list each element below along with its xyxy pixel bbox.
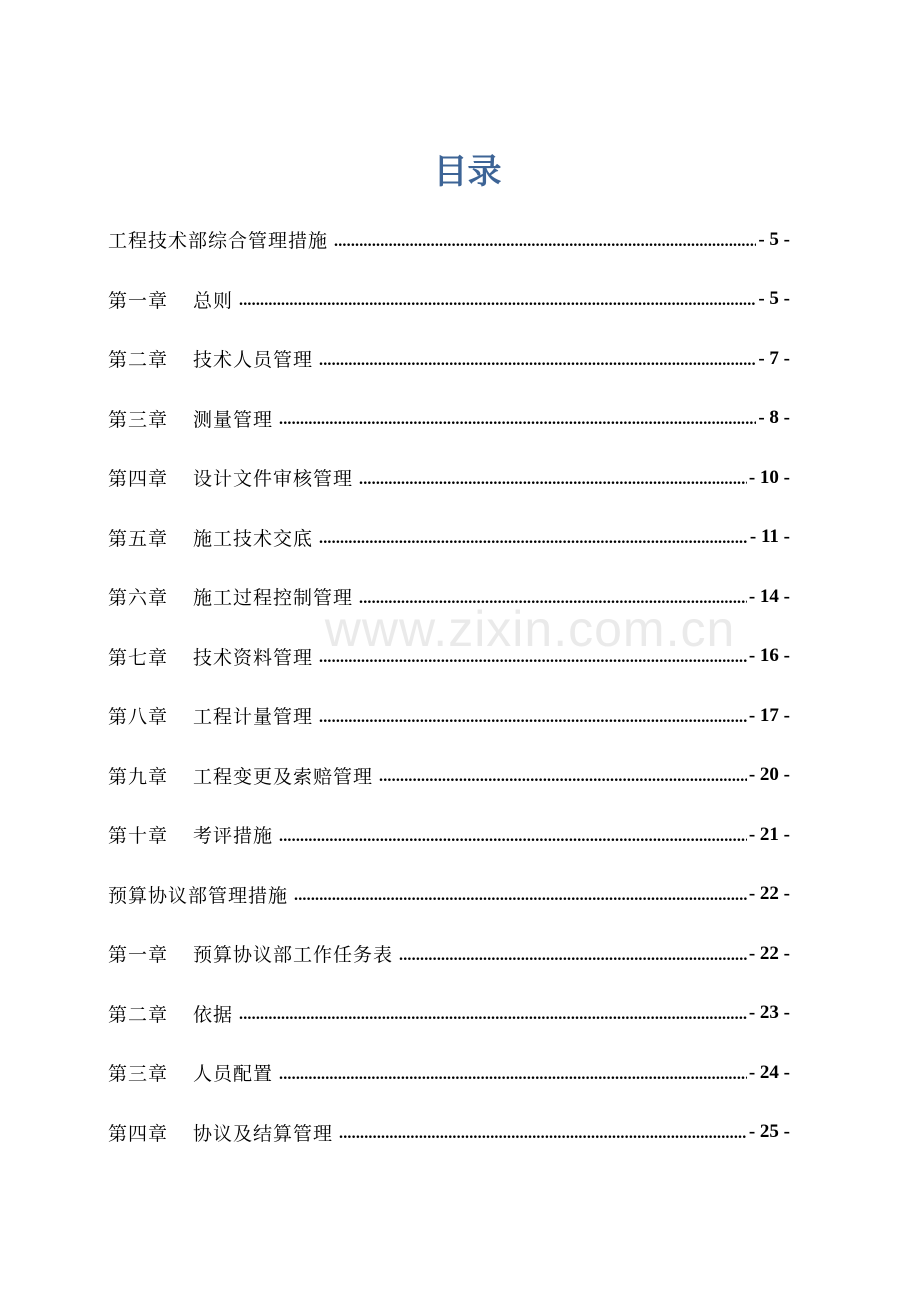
toc-entry-label	[108, 643, 313, 670]
toc-entry-label	[108, 702, 313, 729]
toc-page-number: - 21 -	[748, 823, 790, 845]
toc-entry[interactable]	[108, 567, 790, 627]
toc-chapter-number: 第一章	[108, 289, 169, 312]
toc-entry-label	[108, 286, 233, 313]
toc-dot-leader	[319, 352, 756, 370]
toc-page-number: - 5 -	[758, 228, 790, 250]
toc-page-number: - 22 -	[748, 942, 790, 964]
toc-entry-title: 总则	[193, 289, 234, 312]
toc-page-number: - 7 -	[758, 347, 790, 369]
toc-entry-label	[108, 940, 393, 967]
toc-chapter-number: 第四章	[108, 468, 169, 491]
toc-chapter-number: 第一章	[108, 944, 169, 967]
toc-entry-title: 协议及结算管理	[193, 1122, 334, 1145]
toc-entry[interactable]	[108, 1103, 790, 1163]
toc-dot-leader	[359, 590, 747, 608]
toc-page-number: - 10 -	[748, 466, 790, 488]
toc-chapter-number: 第九章	[108, 765, 169, 788]
toc-page-number: - 20 -	[748, 764, 790, 786]
watermark: www.zixin.com.cn	[324, 601, 736, 657]
toc-dot-leader	[359, 471, 747, 489]
toc-entry-label	[108, 583, 353, 610]
toc-dot-leader	[319, 530, 748, 548]
toc-title: 目录	[433, 152, 502, 192]
toc-dot-leader	[294, 887, 747, 905]
toc-entry-label	[108, 524, 313, 551]
toc-dot-leader	[279, 411, 756, 429]
toc-chapter-number: 第二章	[108, 349, 169, 372]
toc-entry-title: 依据	[193, 1003, 234, 1026]
toc-page-number: - 24 -	[748, 1061, 790, 1083]
toc-entry-title: 预算协议部管理措施	[108, 884, 289, 907]
toc-chapter-number: 第七章	[108, 646, 169, 669]
toc-page-number: - 8 -	[758, 407, 790, 429]
toc-entry-title: 技术人员管理	[193, 349, 314, 372]
toc-entry[interactable]	[108, 508, 790, 568]
toc-entry[interactable]	[108, 746, 790, 806]
toc-dot-leader	[239, 1006, 747, 1024]
toc-entry-label	[108, 762, 373, 789]
toc-entry-label	[108, 464, 353, 491]
toc-entry[interactable]	[108, 1043, 790, 1103]
toc-list	[108, 210, 790, 1162]
toc-entry-label	[108, 345, 313, 372]
toc-entry-title: 人员配置	[193, 1063, 274, 1086]
toc-entry[interactable]	[108, 329, 790, 389]
toc-entry-title: 工程技术部综合管理措施	[108, 230, 329, 253]
toc-entry-title: 考评措施	[193, 825, 274, 848]
toc-page-number: - 5 -	[758, 288, 790, 310]
toc-page-number: - 25 -	[748, 1121, 790, 1143]
toc-dot-leader	[279, 1066, 747, 1084]
toc-entry-title: 技术资料管理	[193, 646, 314, 669]
toc-dot-leader	[319, 709, 747, 727]
toc-entry[interactable]	[108, 448, 790, 508]
toc-entry-title: 设计文件审核管理	[193, 468, 354, 491]
toc-entry-label	[108, 821, 273, 848]
toc-dot-leader	[279, 828, 747, 846]
toc-page-number: - 16 -	[748, 645, 790, 667]
toc-entry-title: 施工过程控制管理	[193, 587, 354, 610]
toc-dot-leader	[379, 768, 747, 786]
toc-entry-label	[108, 405, 273, 432]
toc-chapter-number: 第二章	[108, 1003, 169, 1026]
toc-page-number: - 11 -	[749, 526, 790, 548]
toc-entry[interactable]	[108, 924, 790, 984]
toc-entry-label	[108, 881, 288, 908]
toc-entry[interactable]	[108, 805, 790, 865]
toc-entry[interactable]	[108, 210, 790, 270]
toc-entry-title: 工程变更及索赔管理	[193, 765, 374, 788]
toc-dot-leader	[319, 649, 747, 667]
toc-entry-label	[108, 226, 328, 253]
toc-chapter-number: 第五章	[108, 527, 169, 550]
toc-entry-label	[108, 1059, 273, 1086]
toc-entry-label	[108, 1119, 333, 1146]
toc-entry-title: 测量管理	[193, 408, 274, 431]
toc-dot-leader	[239, 292, 756, 310]
toc-entry-title: 预算协议部工作任务表	[193, 944, 394, 967]
toc-page-number: - 17 -	[748, 704, 790, 726]
toc-dot-leader	[339, 1125, 747, 1143]
toc-entry[interactable]	[108, 389, 790, 449]
toc-entry[interactable]	[108, 686, 790, 746]
toc-entry[interactable]	[108, 865, 790, 925]
toc-entry-title: 工程计量管理	[193, 706, 314, 729]
toc-chapter-number: 第四章	[108, 1122, 169, 1145]
toc-page-number: - 22 -	[748, 883, 790, 905]
toc-dot-leader	[399, 947, 747, 965]
toc-chapter-number: 第八章	[108, 706, 169, 729]
toc-entry[interactable]	[108, 984, 790, 1044]
toc-entry-title: 施工技术交底	[193, 527, 314, 550]
toc-entry[interactable]	[108, 627, 790, 687]
toc-dot-leader	[334, 233, 756, 251]
toc-chapter-number: 第三章	[108, 1063, 169, 1086]
toc-page-number: - 23 -	[748, 1002, 790, 1024]
toc-page-number: - 14 -	[748, 585, 790, 607]
toc-chapter-number: 第十章	[108, 825, 169, 848]
toc-entry[interactable]	[108, 270, 790, 330]
toc-chapter-number: 第六章	[108, 587, 169, 610]
toc-chapter-number: 第三章	[108, 408, 169, 431]
toc-entry-label	[108, 1000, 233, 1027]
